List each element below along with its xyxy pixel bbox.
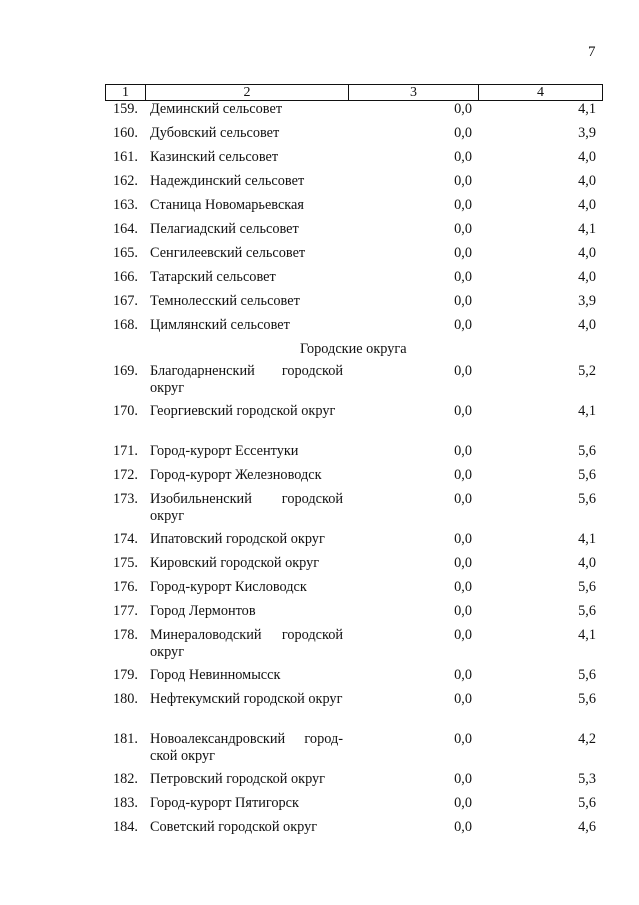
row-number: 159. xyxy=(112,101,138,117)
table-row xyxy=(0,101,639,125)
row-number: 181. xyxy=(112,731,138,747)
row-name: Новоалександровский город-ской округ xyxy=(150,731,343,764)
row-number: 172. xyxy=(112,467,138,483)
row-col-4-value: 4,0 xyxy=(578,173,596,189)
row-col-4-value: 5,6 xyxy=(578,691,596,707)
row-col-4-value: 4,2 xyxy=(578,731,596,747)
row-col-3-value: 0,0 xyxy=(454,363,472,379)
row-col-3-value: 0,0 xyxy=(454,819,472,835)
table-row xyxy=(0,443,639,467)
page-number: 7 xyxy=(588,44,596,60)
row-col-4-value: 5,6 xyxy=(578,443,596,459)
row-name: Цимлянский сельсовет xyxy=(150,317,290,333)
table-row xyxy=(0,691,639,731)
row-col-4-value: 4,1 xyxy=(578,101,596,117)
row-col-3-value: 0,0 xyxy=(454,491,472,507)
table-row xyxy=(0,197,639,221)
row-col-3-value: 0,0 xyxy=(454,245,472,261)
row-col-3-value: 0,0 xyxy=(454,443,472,459)
row-col-4-value: 4,0 xyxy=(578,197,596,213)
row-number: 160. xyxy=(112,125,138,141)
row-name: Деминский сельсовет xyxy=(150,101,283,117)
table-row xyxy=(0,149,639,173)
row-name: Изобильненский городской округ xyxy=(150,491,343,524)
table-row xyxy=(0,603,639,627)
table-row xyxy=(0,221,639,245)
row-number: 175. xyxy=(112,555,138,571)
row-col-4-value: 5,6 xyxy=(578,467,596,483)
row-name: Георгиевский городской округ xyxy=(150,403,336,419)
row-number: 177. xyxy=(112,603,138,619)
row-col-3-value: 0,0 xyxy=(454,627,472,643)
row-col-4-value: 4,0 xyxy=(578,245,596,261)
table-row xyxy=(0,363,639,403)
header-col-3: 3 xyxy=(349,85,479,100)
row-name: Город Лермонтов xyxy=(150,603,256,619)
row-col-3-value: 0,0 xyxy=(454,795,472,811)
row-col-4-value: 5,6 xyxy=(578,491,596,507)
row-name: Казинский сельсовет xyxy=(150,149,279,165)
row-number: 163. xyxy=(112,197,138,213)
row-col-3-value: 0,0 xyxy=(454,173,472,189)
row-col-3-value: 0,0 xyxy=(454,771,472,787)
row-number: 171. xyxy=(112,443,138,459)
row-col-3-value: 0,0 xyxy=(454,221,472,237)
row-number: 170. xyxy=(112,403,138,419)
row-name: Город-курорт Пятигорск xyxy=(150,795,299,811)
row-name: Дубовский сельсовет xyxy=(150,125,280,141)
row-col-4-value: 5,2 xyxy=(578,363,596,379)
row-col-3-value: 0,0 xyxy=(454,531,472,547)
row-col-4-value: 5,6 xyxy=(578,667,596,683)
row-name: Петровский городской округ xyxy=(150,771,326,787)
header-col-1: 1 xyxy=(106,85,146,100)
row-name: Город-курорт Кисловодск xyxy=(150,579,307,595)
table-row xyxy=(0,731,639,771)
table-row xyxy=(0,293,639,317)
row-col-4-value: 4,0 xyxy=(578,269,596,285)
table-row xyxy=(0,627,639,667)
table-row xyxy=(0,491,639,531)
header-col-2: 2 xyxy=(146,85,349,100)
row-col-4-value: 5,6 xyxy=(578,603,596,619)
row-name: Кировский городской округ xyxy=(150,555,320,571)
row-col-3-value: 0,0 xyxy=(454,467,472,483)
row-col-3-value: 0,0 xyxy=(454,101,472,117)
row-number: 183. xyxy=(112,795,138,811)
table-row xyxy=(0,819,639,843)
row-col-4-value: 4,0 xyxy=(578,555,596,571)
row-number: 165. xyxy=(112,245,138,261)
row-number: 169. xyxy=(112,363,138,379)
row-name: Темнолесский сельсовет xyxy=(150,293,300,309)
row-name: Ипатовский городской округ xyxy=(150,531,325,547)
row-name: Благодарненский городской округ xyxy=(150,363,343,396)
row-col-4-value: 4,0 xyxy=(578,317,596,333)
row-col-3-value: 0,0 xyxy=(454,403,472,419)
row-number: 166. xyxy=(112,269,138,285)
row-number: 168. xyxy=(112,317,138,333)
table-row xyxy=(0,403,639,443)
row-name: Пелагиадский сельсовет xyxy=(150,221,299,237)
row-col-3-value: 0,0 xyxy=(454,731,472,747)
row-name: Сенгилеевский сельсовет xyxy=(150,245,306,261)
row-name: Город Невинномысск xyxy=(150,667,281,683)
row-col-3-value: 0,0 xyxy=(454,603,472,619)
table-body xyxy=(0,101,639,843)
row-col-4-value: 4,6 xyxy=(578,819,596,835)
row-name: Станица Новомарьевская xyxy=(150,197,304,213)
table-header xyxy=(105,84,603,101)
section-title: Городские округа xyxy=(300,341,407,357)
section-heading xyxy=(0,341,639,363)
row-name: Город-курорт Железноводск xyxy=(150,467,322,483)
row-number: 161. xyxy=(112,149,138,165)
table-row xyxy=(0,579,639,603)
row-col-3-value: 0,0 xyxy=(454,269,472,285)
row-col-4-value: 4,1 xyxy=(578,627,596,643)
row-col-3-value: 0,0 xyxy=(454,317,472,333)
row-col-3-value: 0,0 xyxy=(454,197,472,213)
row-col-4-value: 5,3 xyxy=(578,771,596,787)
table-row xyxy=(0,555,639,579)
table-row xyxy=(0,269,639,293)
row-name: Город-курорт Ессентуки xyxy=(150,443,299,459)
table-row xyxy=(0,245,639,269)
row-col-4-value: 3,9 xyxy=(578,293,596,309)
row-number: 162. xyxy=(112,173,138,189)
row-col-3-value: 0,0 xyxy=(454,667,472,683)
table-row xyxy=(0,667,639,691)
row-number: 173. xyxy=(112,491,138,507)
row-col-4-value: 4,1 xyxy=(578,403,596,419)
row-col-3-value: 0,0 xyxy=(454,293,472,309)
row-number: 176. xyxy=(112,579,138,595)
row-name: Надеждинский сельсовет xyxy=(150,173,305,189)
table-row xyxy=(0,173,639,197)
row-col-4-value: 4,1 xyxy=(578,221,596,237)
table-row xyxy=(0,795,639,819)
table-row xyxy=(0,125,639,149)
row-col-3-value: 0,0 xyxy=(454,691,472,707)
row-name: Татарский сельсовет xyxy=(150,269,276,285)
table-row xyxy=(0,531,639,555)
row-col-4-value: 4,1 xyxy=(578,531,596,547)
row-col-4-value: 5,6 xyxy=(578,579,596,595)
row-col-4-value: 5,6 xyxy=(578,795,596,811)
header-col-4: 4 xyxy=(537,85,544,100)
row-col-3-value: 0,0 xyxy=(454,149,472,165)
row-number: 174. xyxy=(112,531,138,547)
row-number: 180. xyxy=(112,691,138,707)
row-number: 184. xyxy=(112,819,138,835)
row-name: Минераловодский городской округ xyxy=(150,627,343,660)
row-col-3-value: 0,0 xyxy=(454,125,472,141)
table-row xyxy=(0,771,639,795)
table-row xyxy=(0,467,639,491)
row-number: 167. xyxy=(112,293,138,309)
row-number: 164. xyxy=(112,221,138,237)
row-name: Советский городской округ xyxy=(150,819,318,835)
row-col-4-value: 4,0 xyxy=(578,149,596,165)
row-col-3-value: 0,0 xyxy=(454,555,472,571)
table-row xyxy=(0,317,639,341)
row-number: 178. xyxy=(112,627,138,643)
row-col-4-value: 3,9 xyxy=(578,125,596,141)
row-number: 182. xyxy=(112,771,138,787)
row-number: 179. xyxy=(112,667,138,683)
row-col-3-value: 0,0 xyxy=(454,579,472,595)
row-name: Нефтекумский городской округ xyxy=(150,691,343,707)
